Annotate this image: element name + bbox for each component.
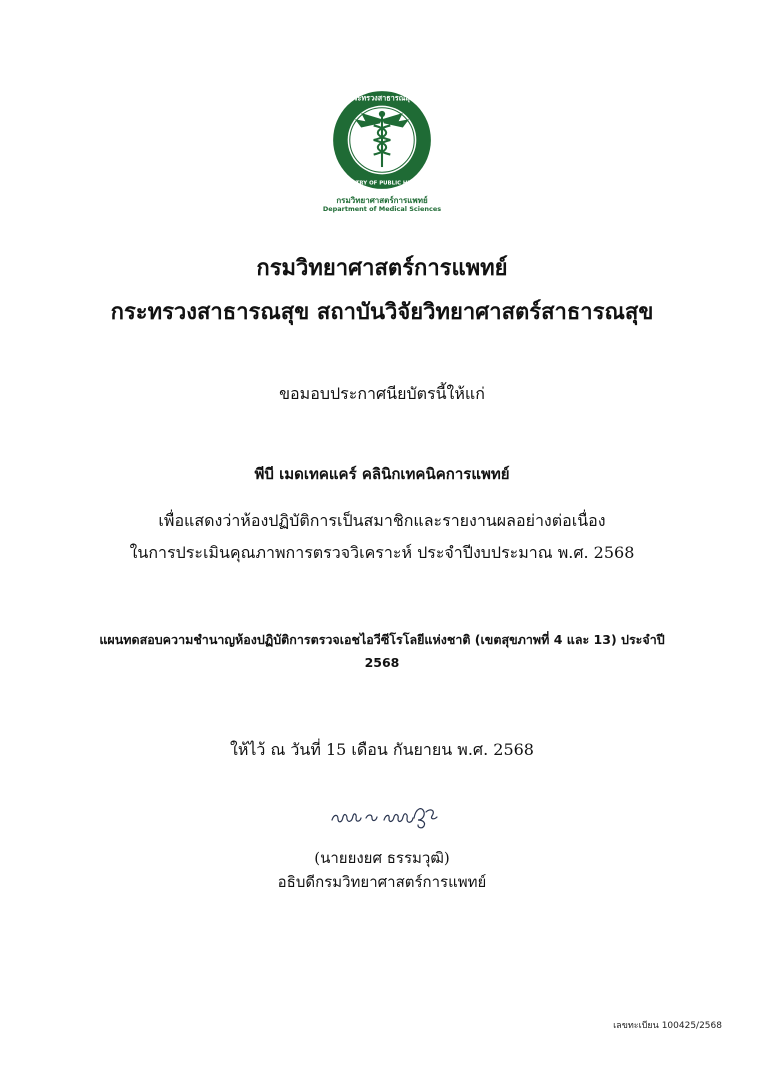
- svg-text:MINISTRY OF PUBLIC HEALTH: MINISTRY OF PUBLIC HEALTH: [337, 180, 427, 187]
- signer-title: อธิบดีกรมวิทยาศาสตร์การแพทย์: [277, 873, 487, 891]
- department-logo: [0, 88, 764, 218]
- registration-number: เลขทะเบียน 100425/2568: [613, 1021, 722, 1031]
- ministry-seal-icon: [330, 88, 434, 192]
- signer-name: (นายยงยศ ธรรมวุฒิ): [314, 849, 450, 867]
- scheme-line2: 2568: [364, 655, 400, 670]
- purpose-line1: เพื่อแสดงว่าห้องปฏิบัติการเป็นสมาชิกและรายงานผลอย่างต่อเนื่อง: [158, 511, 606, 530]
- svg-text:กระทรวงสาธารณสุข: กระทรวงสาธารณสุข: [349, 93, 415, 103]
- department-name-th: กรมวิทยาศาสตร์การแพทย์: [336, 196, 428, 205]
- department-name-en: Department of Medical Sciences: [322, 205, 442, 213]
- handwritten-signature: [326, 800, 444, 832]
- issuer-title-line2: กระทรวงสาธารณสุข สถาบันวิจัยวิทยาศาสตร์สาธารณสุข: [110, 300, 654, 325]
- scheme-line1: แผนทดสอบความชำนาญห้องปฏิบัติการตรวจเอชไอวีซีโรโลยีแห่งชาติ (เขตสุขภาพที่ 4 และ 13) ประจำปี: [99, 632, 665, 647]
- given-date: ให้ไว้ ณ วันที่ 15 เดือน กันยายน พ.ศ. 2568: [230, 740, 534, 759]
- purpose-line2: ในการประเมินคุณภาพการตรวจวิเคราะห์ ประจำปีงบประมาณ พ.ศ. 2568: [129, 543, 635, 562]
- grant-statement: ขอมอบประกาศนียบัตรนี้ให้แก่: [279, 384, 485, 403]
- issuer-title-line1: กรมวิทยาศาสตร์การแพทย์: [256, 256, 508, 281]
- recipient-name: พีบี เมดเทคแคร์ คลินิกเทคนิคการแพทย์: [254, 465, 510, 483]
